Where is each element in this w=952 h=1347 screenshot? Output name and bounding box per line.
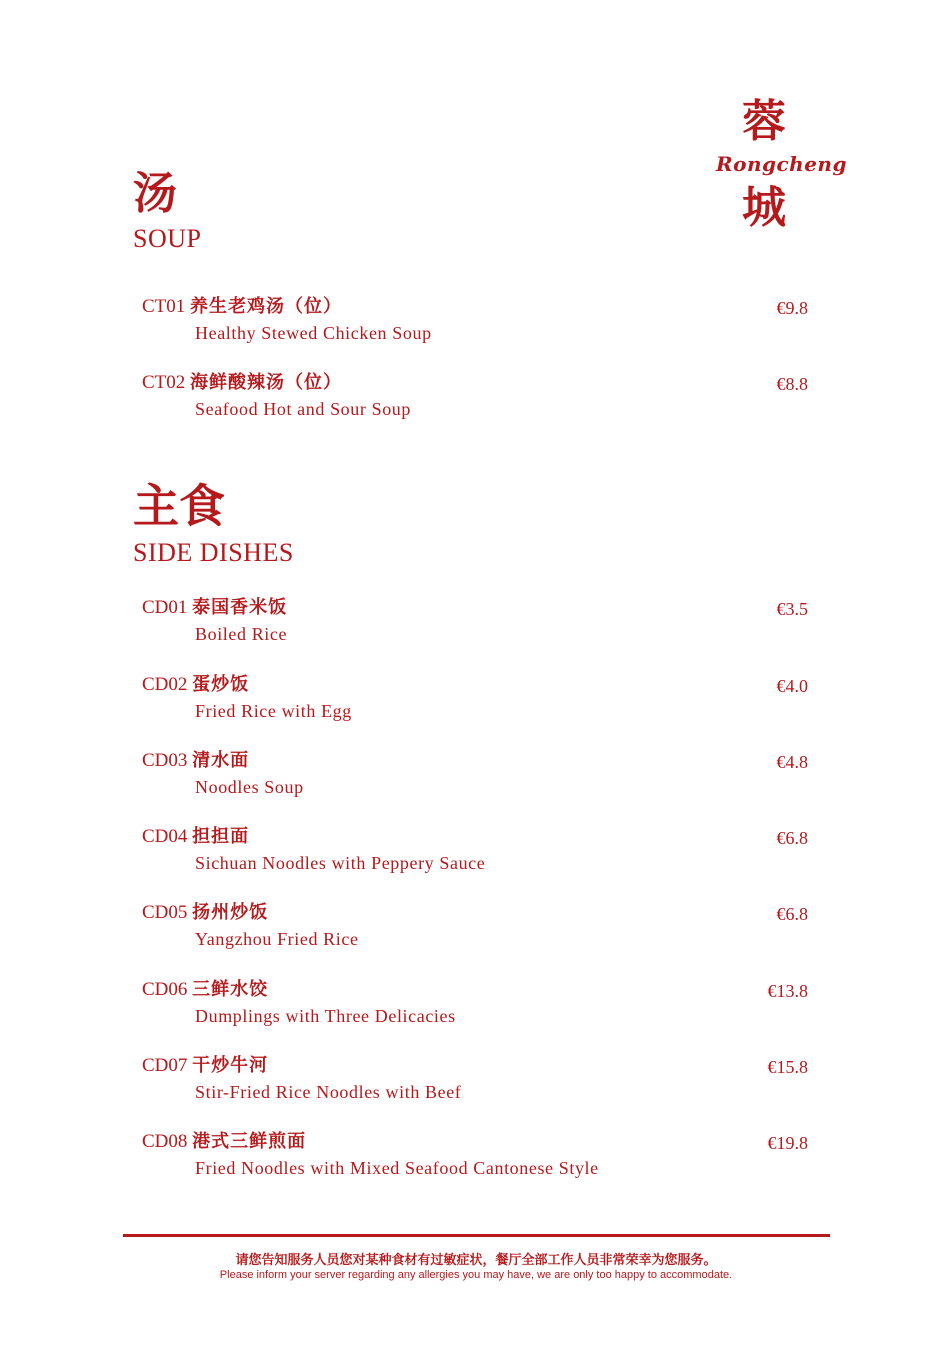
item-code-name — [142, 751, 249, 770]
soup-title-zh: 汤 — [133, 168, 177, 219]
item-name-en: Boiled Rice — [195, 624, 288, 644]
item-code: CD03 — [142, 750, 188, 771]
logo-top-char: 蓉 — [742, 96, 786, 147]
soup-title-en: SOUP — [133, 224, 202, 253]
item-code-name — [142, 598, 287, 617]
side-title-zh: 主食 — [133, 479, 225, 533]
allergy-notice-zh: 请您告知服务人员您对某种食材有过敏症状，餐厅全部工作人员非常荣幸为您服务。 — [235, 1253, 717, 1268]
item-price: €4.8 — [776, 752, 808, 772]
menu-item-cd06 — [142, 980, 808, 1036]
item-name-en: Fried Noodles with Mixed Seafood Cantonese Style — [195, 1158, 599, 1178]
item-name-zh: 泰国香米饭 — [192, 597, 288, 618]
item-name-en: Dumplings with Three Delicacies — [195, 1006, 456, 1026]
menu-item-cd04 — [142, 827, 808, 883]
item-code: CD01 — [142, 597, 188, 618]
item-name-en: Yangzhou Fried Rice — [195, 929, 359, 949]
item-name-zh: 海鲜酸辣汤（位） — [190, 372, 343, 393]
menu-item-cd03 — [142, 751, 808, 807]
item-price: €6.8 — [776, 828, 808, 848]
item-code-name — [142, 675, 249, 694]
item-code-name — [142, 903, 268, 922]
item-name-zh: 干炒牛河 — [192, 1055, 269, 1076]
item-code: CD04 — [142, 826, 188, 847]
item-code-name — [142, 1132, 306, 1151]
item-name-zh: 三鲜水饺 — [192, 979, 269, 1000]
item-name-zh: 清水面 — [192, 750, 250, 771]
item-price: €15.8 — [767, 1057, 808, 1077]
item-code-name — [142, 297, 342, 316]
menu-item-cd08 — [142, 1132, 808, 1188]
item-code-name — [142, 980, 268, 999]
item-name-en: Seafood Hot and Sour Soup — [195, 399, 411, 419]
rongcheng-logo — [712, 96, 847, 233]
item-code: CD08 — [142, 1131, 188, 1152]
menu-item-cd02 — [142, 675, 808, 731]
item-price: €8.8 — [776, 374, 808, 394]
item-code-name — [142, 1056, 268, 1075]
item-code: CT01 — [142, 296, 186, 317]
item-code: CD06 — [142, 979, 188, 1000]
item-code: CD07 — [142, 1055, 188, 1076]
item-name-en: Stir-Fried Rice Noodles with Beef — [195, 1082, 462, 1102]
side-title-en: SIDE DISHES — [133, 538, 294, 567]
item-price: €9.8 — [776, 298, 808, 318]
menu-item-cd05 — [142, 903, 808, 959]
logo-bottom-char: 城 — [742, 182, 786, 233]
item-name-en: Healthy Stewed Chicken Soup — [195, 323, 432, 343]
menu-item-ct01 — [142, 297, 808, 353]
item-code: CT02 — [142, 372, 186, 393]
item-name-en: Fried Rice with Egg — [195, 701, 352, 721]
item-name-zh: 扬州炒饭 — [192, 902, 269, 923]
item-name-en: Sichuan Noodles with Peppery Sauce — [195, 853, 486, 873]
item-name-zh: 担担面 — [192, 826, 250, 847]
item-price: €4.0 — [776, 676, 808, 696]
item-name-zh: 港式三鲜煎面 — [192, 1131, 307, 1152]
item-price: €19.8 — [767, 1133, 808, 1153]
item-code: CD02 — [142, 674, 188, 695]
menu-item-cd01 — [142, 598, 808, 654]
item-price: €13.8 — [767, 981, 808, 1001]
menu-item-ct02 — [142, 373, 808, 429]
item-code-name — [142, 827, 249, 846]
logo-latin-text: Rongcheng — [716, 152, 847, 176]
item-price: €3.5 — [776, 599, 808, 619]
item-code-name — [142, 373, 342, 392]
footer-divider — [123, 1234, 830, 1237]
menu-item-cd07 — [142, 1056, 808, 1112]
item-name-en: Noodles Soup — [195, 777, 304, 797]
item-code: CD05 — [142, 902, 188, 923]
allergy-notice-en: Please inform your server regarding any allergies you may have, we are only too happy to accommodate. — [219, 1269, 733, 1281]
item-price: €6.8 — [776, 904, 808, 924]
item-name-zh: 养生老鸡汤（位） — [190, 296, 343, 317]
item-name-zh: 蛋炒饭 — [192, 674, 250, 695]
